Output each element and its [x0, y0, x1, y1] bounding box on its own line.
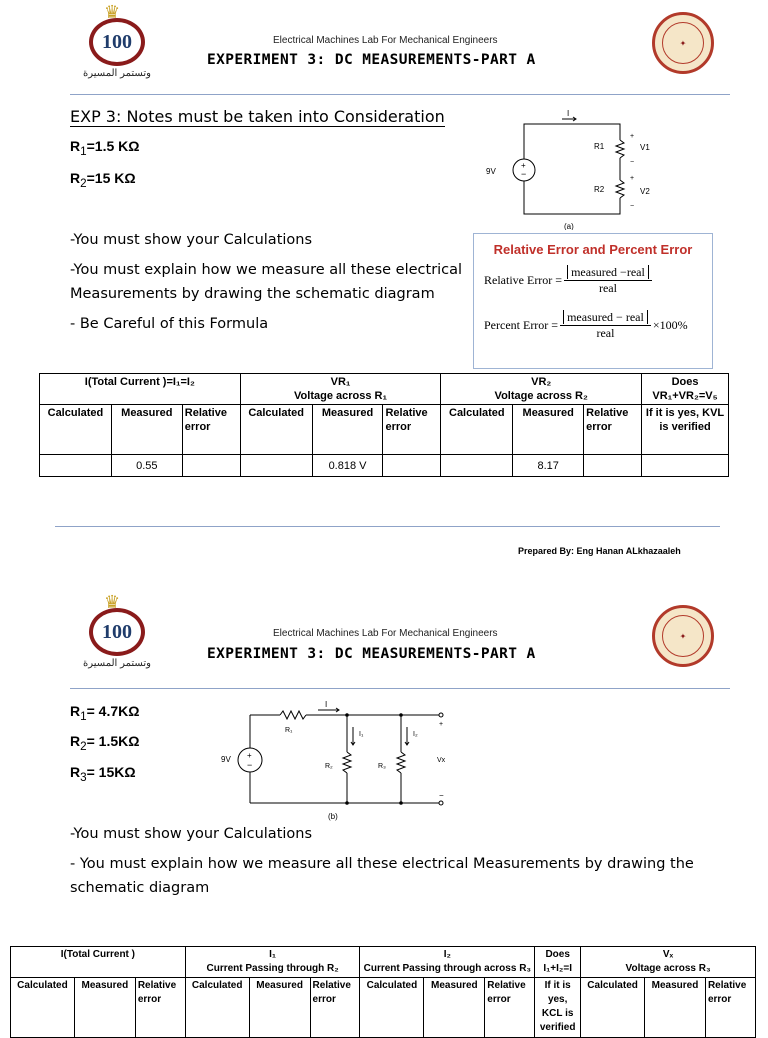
cell-vr2-calculated [441, 455, 513, 477]
table-header-row [11, 947, 756, 978]
svg-text:+: + [247, 751, 252, 760]
table-subheader-row [11, 978, 756, 1038]
col-measured: Measured [424, 978, 485, 1038]
relative-error-denominator: real [598, 281, 617, 295]
svg-text:−: − [630, 159, 635, 166]
svg-text:−: − [247, 760, 253, 770]
centennial-logo [82, 592, 152, 669]
kcl-equation: I₁+I₂=I [543, 963, 572, 974]
svg-text:−: − [521, 169, 527, 179]
header-divider [70, 94, 730, 95]
col-calculated: Calculated [40, 405, 112, 455]
col-relative-error: Relative error [705, 978, 755, 1038]
svg-text:+: + [630, 133, 635, 140]
resistor-subscript: 3 [80, 770, 87, 784]
vr2-header [441, 374, 642, 405]
r2-label: R2 [594, 185, 605, 194]
svg-text:−: − [630, 203, 635, 210]
note-explain: - You must explain how we measure all these electrical Measurements by drawing the schematic diagram [70, 856, 694, 896]
current-label: I [325, 700, 328, 709]
resistor-subscript: 1 [80, 709, 87, 723]
crown-icon: ♛ [104, 592, 121, 612]
prepared-by: Prepared By: Eng Hanan ALkhazaaleh [518, 546, 681, 556]
r1-label: R₁ [285, 727, 293, 734]
crown-icon: ♛ [104, 2, 121, 22]
resistor-r2 [70, 170, 136, 190]
lab-title: Electrical Machines Lab For Mechanical Engineers [273, 35, 498, 46]
resistor-r2 [70, 733, 139, 753]
parallel-measurement-table [10, 946, 756, 1038]
resistor-subscript: 2 [80, 176, 87, 190]
col-calculated: Calculated [441, 405, 513, 455]
resistor-symbol: R [70, 703, 81, 719]
source-label: 9V [486, 167, 496, 176]
col-measured: Measured [249, 978, 310, 1038]
page-heading: EXP 3: Notes must be taken into Consideration [70, 107, 445, 126]
percent-error-denominator: real [596, 326, 615, 340]
cell-vr2-measured: 8.17 [513, 455, 584, 477]
lab-title: Electrical Machines Lab For Mechanical Engineers [273, 628, 498, 639]
col-measured: Measured [74, 978, 135, 1038]
i1-label: I₁ [359, 731, 364, 738]
kvl-does: Does [671, 376, 699, 388]
r1-label: R1 [594, 142, 605, 151]
vr1-header [240, 374, 441, 405]
resistor-value: = 15KΩ [86, 764, 136, 780]
i2-label: I₂ [413, 731, 418, 738]
cell-i-calculated [40, 455, 112, 477]
cell-i-relative [182, 455, 240, 477]
series-measurement-table [39, 373, 729, 477]
i1-subtitle: Current Passing through R₂ [206, 963, 339, 974]
vx-subtitle: Voltage across R₃ [625, 963, 711, 974]
table-row [40, 455, 729, 477]
resistor-symbol: R [70, 733, 81, 749]
cell-vr1-calculated [240, 455, 312, 477]
kvl-check-header [642, 374, 729, 405]
logo-number: 100 [89, 608, 145, 656]
note-careful: - Be Careful of this Formula [70, 316, 269, 332]
cell-vr1-measured: 0.818 V [312, 455, 383, 477]
vx-label: Vx [437, 757, 446, 764]
percent-error-fraction [560, 310, 651, 341]
note-calculations: -You must show your Calculations [70, 826, 313, 842]
col-kvl-verified: If it is yes, KVL is verified [642, 405, 729, 455]
footer-divider [55, 526, 720, 527]
cell-vr1-relative [383, 455, 441, 477]
svg-text:+: + [439, 721, 444, 728]
total-current-header: I(Total Current ) [11, 947, 186, 978]
resistor-subscript: 2 [80, 739, 87, 753]
seal-emblem-icon: ✦ [662, 615, 704, 657]
parallel-circuit-diagram [215, 700, 455, 825]
svg-text:−: − [439, 791, 444, 800]
cell-kvl [642, 455, 729, 477]
col-calculated: Calculated [360, 978, 424, 1038]
logo-number: 100 [89, 18, 145, 66]
percent-error-numerator: measured − real [563, 310, 648, 324]
resistor-value: =1.5 KΩ [86, 138, 140, 154]
col-kcl-verified: If it is yes, KCL is verified [535, 978, 581, 1038]
col-relative-error: Relative error [383, 405, 441, 455]
i1-header [185, 947, 360, 978]
i2-title: I₂ [443, 949, 451, 960]
cell-i-measured: 0.55 [111, 455, 182, 477]
resistor-r1 [70, 138, 139, 158]
current-label: I [567, 110, 570, 118]
kvl-equation: VR₁+VR₂=V₅ [652, 390, 718, 402]
resistor-r3 [70, 764, 136, 784]
svg-text:+: + [630, 175, 635, 182]
col-calculated: Calculated [185, 978, 249, 1038]
resistor-symbol: R [70, 138, 81, 154]
note-calculations: -You must show your Calculations [70, 232, 313, 248]
relative-error-label: Relative Error = [484, 273, 563, 287]
col-relative-error: Relative error [310, 978, 360, 1038]
formula-box-title: Relative Error and Percent Error [493, 242, 693, 257]
vr1-title: VR₁ [330, 376, 351, 388]
i2-subtitle: Current Passing through across R₃ [363, 963, 532, 974]
col-relative-error: Relative error [584, 405, 642, 455]
v1-label: V1 [640, 143, 650, 152]
resistor-value: =15 KΩ [86, 170, 136, 186]
relative-error-formula [484, 265, 712, 296]
resistor-symbol: R [70, 764, 81, 780]
percent-error-formula [484, 310, 712, 341]
r2-label: R₂ [325, 763, 333, 770]
table-subheader-row [40, 405, 729, 455]
university-seal [652, 12, 714, 74]
note-explain: -You must explain how we measure all these electrical Measurements by drawing the schematic diagram [70, 262, 463, 302]
logo-arabic-text: وتستمر المسيرة [83, 658, 151, 669]
circuit-caption: (b) [328, 812, 338, 821]
source-label: 9V [221, 755, 231, 764]
v2-label: V2 [640, 187, 650, 196]
experiment-title: EXPERIMENT 3: DC MEASUREMENTS-PART A [207, 646, 536, 662]
relative-error-numerator: measured −real [567, 265, 649, 279]
kcl-check-header [535, 947, 581, 978]
centennial-logo [82, 2, 152, 79]
vx-header [581, 947, 756, 978]
col-calculated: Calculated [581, 978, 645, 1038]
col-calculated: Calculated [240, 405, 312, 455]
col-measured: Measured [111, 405, 182, 455]
circuit-caption: (a) [564, 222, 574, 230]
resistor-symbol: R [70, 170, 81, 186]
vr2-subtitle: Voltage across R₂ [494, 390, 588, 402]
seal-emblem-icon: ✦ [662, 22, 704, 64]
col-relative-error: Relative error [485, 978, 535, 1038]
i2-header [360, 947, 535, 978]
vr1-subtitle: Voltage across R₁ [294, 390, 388, 402]
formula-box [473, 233, 713, 369]
relative-error-fraction [564, 265, 652, 296]
resistor-value: = 4.7KΩ [86, 703, 140, 719]
percent-multiplier: ×100% [652, 318, 688, 332]
i1-title: I₁ [269, 949, 277, 960]
total-current-header: I(Total Current )=I₁=I₂ [40, 374, 241, 405]
col-calculated: Calculated [11, 978, 75, 1038]
percent-error-label: Percent Error = [484, 318, 559, 332]
col-measured: Measured [312, 405, 383, 455]
header-divider [70, 688, 730, 689]
resistor-r1 [70, 703, 139, 723]
resistor-value: = 1.5KΩ [86, 733, 140, 749]
university-seal [652, 605, 714, 667]
resistor-subscript: 1 [80, 144, 87, 158]
experiment-title: EXPERIMENT 3: DC MEASUREMENTS-PART A [207, 52, 536, 68]
series-circuit-diagram [480, 110, 670, 230]
col-relative-error: Relative error [182, 405, 240, 455]
r3-label: R₃ [378, 763, 386, 770]
col-measured: Measured [645, 978, 706, 1038]
vr2-title: VR₂ [531, 376, 552, 388]
cell-vr2-relative [584, 455, 642, 477]
col-relative-error: Relative error [135, 978, 185, 1038]
table-header-row [40, 374, 729, 405]
svg-text:+: + [521, 161, 526, 170]
logo-arabic-text: وتستمر المسيرة [83, 68, 151, 79]
vx-title: Vₓ [662, 949, 674, 960]
kcl-does: Does [545, 949, 570, 960]
col-measured: Measured [513, 405, 584, 455]
